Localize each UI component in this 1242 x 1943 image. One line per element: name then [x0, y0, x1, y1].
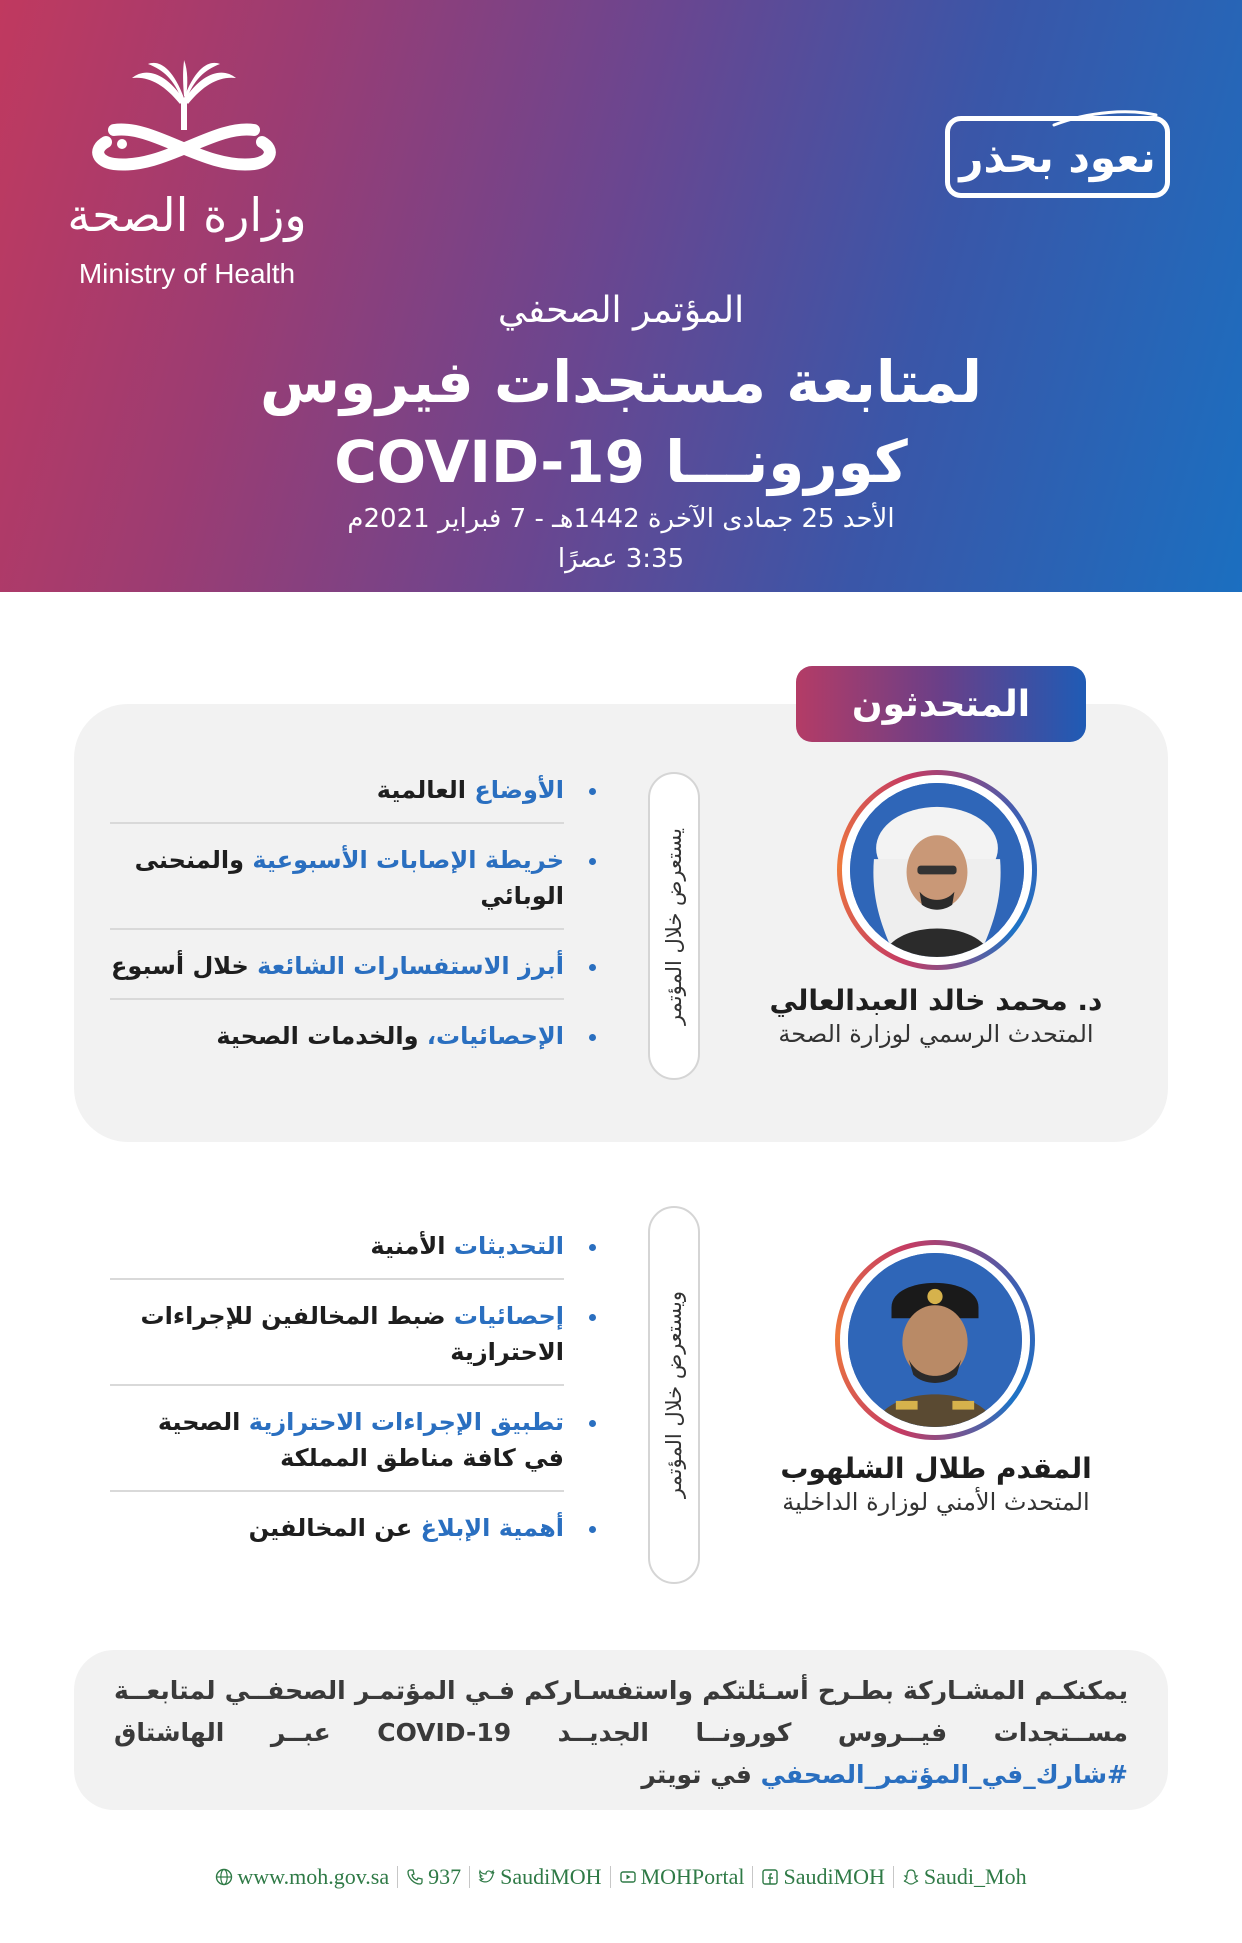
- badge-text: نعود بحذر: [959, 132, 1156, 182]
- snapchat-link[interactable]: Saudi_Moh: [894, 1864, 1035, 1890]
- snapchat-icon: [902, 1868, 920, 1886]
- participation-note: [74, 1650, 1168, 1810]
- person-icon: [848, 1253, 1022, 1427]
- divider: [110, 822, 564, 824]
- pill-label: ويستعرض خلال المؤتمر: [662, 1291, 686, 1499]
- twitter-icon: [478, 1868, 496, 1886]
- conference-label: المؤتمر الصحفي: [497, 290, 745, 331]
- conference-time: 3:35 عصرًا: [557, 544, 685, 574]
- speakers-title: المتحدثون: [851, 683, 1031, 725]
- conference-date: الأحد 25 جمادى الآخرة 1442هـ - 7 فبراير 2021م: [347, 504, 895, 534]
- pill-label: يستعرض خلال المؤتمر: [662, 827, 686, 1025]
- page-title-line1: لمتابعة مستجدات فيروس: [259, 348, 983, 416]
- cta-suffix: في تويتر: [641, 1760, 761, 1789]
- divider: [110, 1278, 564, 1280]
- palm-logo-icon: [84, 60, 284, 190]
- website-link[interactable]: www.moh.gov.sa: [207, 1864, 397, 1890]
- swoosh-icon: [1050, 107, 1160, 129]
- speaker-role: المتحدث الأمني لوزارة الداخلية: [782, 1488, 1090, 1516]
- page-title-line2: كورونـــا COVID-19: [334, 428, 908, 496]
- youtube-icon: [619, 1868, 637, 1886]
- moh-logo: [52, 60, 322, 300]
- divider: [110, 1384, 564, 1386]
- logo-english-text: Ministry of Health: [78, 258, 296, 289]
- phone-icon: [406, 1868, 424, 1886]
- divider: [110, 998, 564, 1000]
- divider: [110, 1490, 564, 1492]
- presents-pill: [648, 1206, 700, 1584]
- list-item: الإحصائيات، والخدمات الصحية: [110, 1018, 600, 1054]
- phone-link[interactable]: 937: [398, 1864, 469, 1890]
- speaker-photo: [848, 1253, 1022, 1427]
- speaker-name: د. محمد خالد العبدالعالي: [769, 984, 1103, 1017]
- speaker-name: المقدم طلال الشلهوب: [780, 1452, 1092, 1485]
- logo-arabic-text: وزارة الصحة: [67, 188, 307, 242]
- facebook-icon: [761, 1868, 779, 1886]
- avatar: [835, 1240, 1035, 1440]
- contact-footer: [0, 1862, 1242, 1892]
- hashtag-link[interactable]: #شارك_في_المؤتمر_الصحفي: [760, 1760, 1128, 1789]
- list-item: خريطة الإصابات الأسبوعية والمنحنى الوبائي: [110, 842, 600, 914]
- list-item: إحصائيات ضبط المخالفين للإجراءات الاحترازية: [110, 1298, 600, 1370]
- person-icon: [850, 783, 1024, 957]
- facebook-link[interactable]: SaudiMOH: [753, 1864, 892, 1890]
- globe-icon: [215, 1868, 233, 1886]
- avatar: [837, 770, 1037, 970]
- topics-list: [110, 1228, 600, 1546]
- speakers-section-tab: [796, 666, 1086, 742]
- speaker-photo: [850, 783, 1024, 957]
- header-banner: [0, 0, 1242, 592]
- list-item: أهمية الإبلاغ عن المخالفين: [110, 1510, 600, 1546]
- presents-pill: [648, 772, 700, 1080]
- youtube-link[interactable]: MOHPortal: [611, 1864, 753, 1890]
- speaker-role: المتحدث الرسمي لوزارة الصحة: [778, 1020, 1094, 1048]
- cta-text: يمكنكـم المشـاركة بطـرح أسـئلتكم واستفسـاركم فـي المؤتمـر الصحفــي لمتابعــة مســتجدات فيــروس كورونــا الجديــد COVID-19 عبــر الهاشتاق: [114, 1676, 1128, 1747]
- we-return-cautiously-badge: [945, 116, 1170, 198]
- divider: [110, 928, 564, 930]
- topics-list: [110, 772, 600, 1054]
- twitter-link[interactable]: SaudiMOH: [470, 1864, 609, 1890]
- list-item: التحديثات الأمنية: [110, 1228, 600, 1264]
- list-item: تطبيق الإجراءات الاحترازية الصحية في كافة مناطق المملكة: [110, 1404, 600, 1476]
- list-item: الأوضاع العالمية: [110, 772, 600, 808]
- list-item: أبرز الاستفسارات الشائعة خلال أسبوع: [110, 948, 600, 984]
